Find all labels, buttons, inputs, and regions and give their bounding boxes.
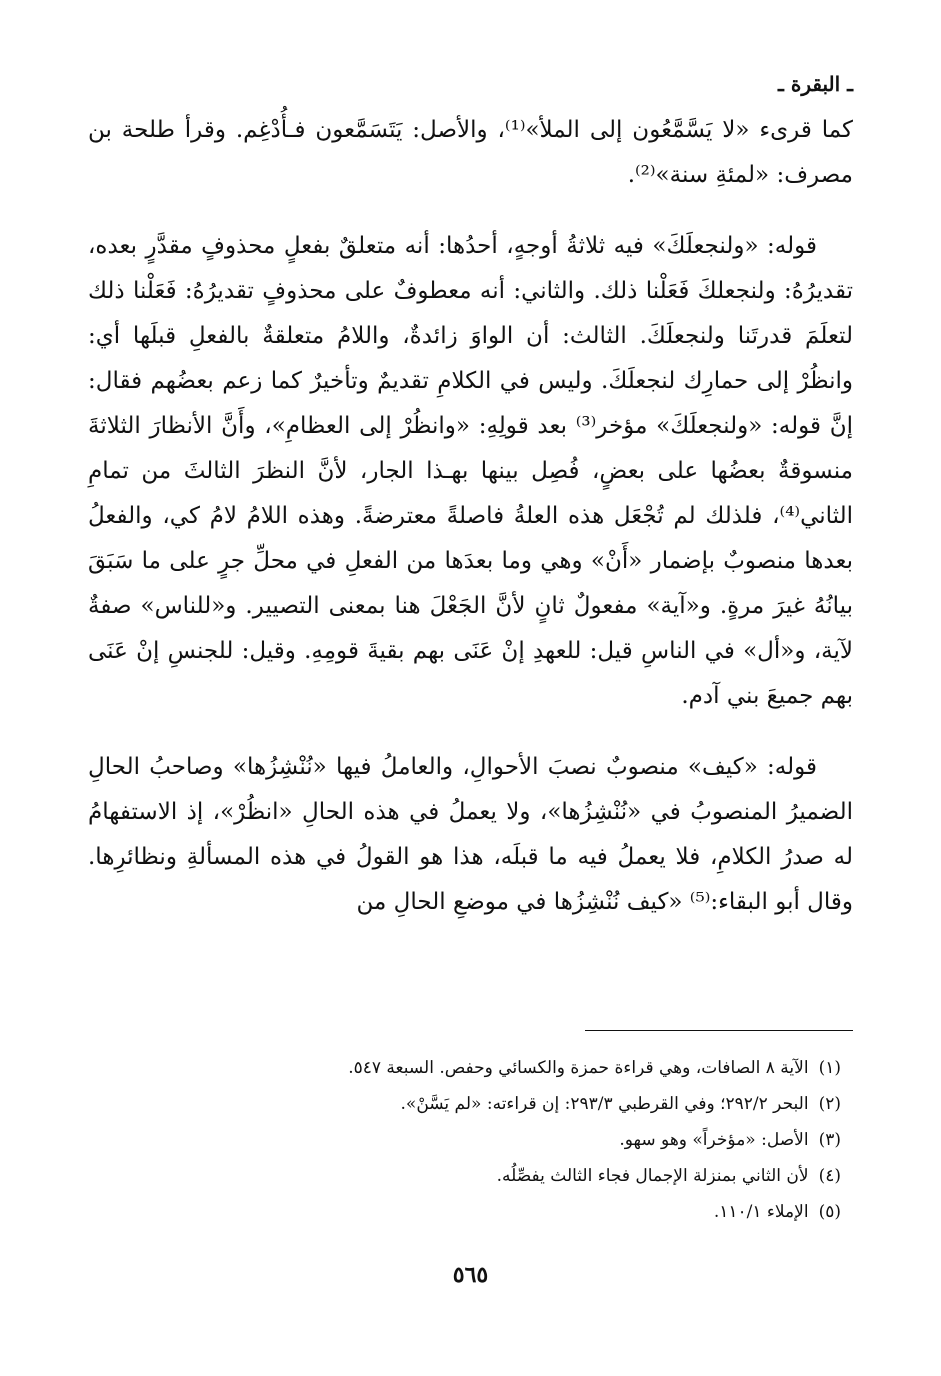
footnote <box>88 1086 841 1122</box>
footnote-number: (٢) <box>818 1094 841 1114</box>
footnote-text: الآية ٨ الصافات، وهي قراءة حمزة والكسائي وحفص. السبعة ٥٤٧. <box>348 1058 809 1078</box>
footnote <box>88 1194 841 1230</box>
footnote-text: الأصل: «مؤخراً» وهو سهو. <box>619 1130 809 1150</box>
main-text <box>88 108 853 951</box>
footnote <box>88 1050 841 1086</box>
footnote-text: لأن الثاني بمنزلة الإجمال فجاء الثالث يفصِّلُه. <box>496 1166 809 1186</box>
footnote <box>88 1158 841 1194</box>
footnote-text: الإملاء ١١٠/١. <box>713 1202 809 1222</box>
paragraph: قوله: «ولنجعلَكَ» فيه ثلاثةُ أوجهٍ، أحدُها: أنه متعلقٌ بفعلٍ محذوفٍ مقدَّرٍ بعده، تقديرُهُ: ولنجعلكَ فَعَلْنا ذلك. والثاني: أنه معطوفٌ على محذوفٍ تقديرُهُ: فَعَلْنا ذلك لتعلَمَ قدرتَنا ولنجعلَكَ. الثالث: أن الواوَ زائدةٌ، واللامُ متعلقةٌ بالفعلِ قبلَها أي: وانظُرْ إلى حمارِك لنجعلَكَ. وليس في الكلامِ تقديمٌ وتأخيرٌ كما زعم بعضُهم فقال: إنَّ قوله: «ولنجعلَكَ» مؤخر⁽³⁾ بعد قولِهِ: «وانظُرْ إلى العظامِ»، وأَنَّ الأنظارَ الثلاثةَ منسوقةٌ بعضُها على بعضٍ، فُصِل بينها بهـذا الجار، لأنَّ النظرَ الثالثَ من تمامِ الثاني⁽⁴⁾، فلذلك لم تُجْعَل هذه العلةُ فاصلةً معترضةً. وهذه اللامُ لامُ كي، والفعلُ بعدها منصوبٌ بإضمار «أَنْ» وهي وما بعدَها من الفعلِ في محلِّ جرٍ على ما سَبَقَ بيانُهُ غيرَ مرةٍ. و«آية» مفعولٌ ثانٍ لأنَّ الجَعْلَ هنا بمعنى التصيير. و«للناس» صفةٌ لآية، و«أل» في الناسِ قيل: للعهدِ إنْ عَنَى بهم بقيةَ قومِهِ. وقيل: للجنسِ إنْ عَنَى بهم جميعَ بني آدم. <box>88 233 853 709</box>
footnotes <box>88 1050 841 1230</box>
footnote-text: البحر ٢٩٢/٢؛ وفي القرطبي ٢٩٣/٣: إن قراءته: «لم يَسَّنْ». <box>400 1094 809 1114</box>
footnote-number: (٥) <box>818 1202 841 1222</box>
footnote-separator <box>585 1030 853 1031</box>
footnote-number: (٤) <box>818 1166 841 1186</box>
running-head: ـ البقرة ـ <box>778 72 853 96</box>
paragraph: كما قرىء «لا يَسَّمَّعُون إلى الملأ»⁽¹⁾، والأصل: يَتَسَمَّعون فـأُدْغِم. وقرأ طلحة بن مصرف: «لمئةِ سنة»⁽²⁾. <box>88 117 854 188</box>
footnote-number: (١) <box>818 1058 841 1078</box>
page-number: ٥٦٥ <box>452 1262 489 1288</box>
paragraph: قوله: «كيف» منصوبٌ نصبَ الأحوالِ، والعاملُ فيها «نُنْشِزُها» وصاحبُ الحالِ الضميرُ المنصوبُ في «نُنْشِزُها»، ولا يعملُ في هذه الحالِ «انظُرْ»، إذ الاستفهامُ له صدرُ الكلامِ، فلا يعملُ فيه ما قبلَه، هذا هو القولُ في هذه المسألةِ ونظائرِها. وقال أبو البقاء:⁽⁵⁾ «كيف نُنْشِزُها في موضعِ الحالِ من <box>88 754 853 915</box>
footnote <box>88 1122 841 1158</box>
footnote-number: (٣) <box>818 1130 841 1150</box>
